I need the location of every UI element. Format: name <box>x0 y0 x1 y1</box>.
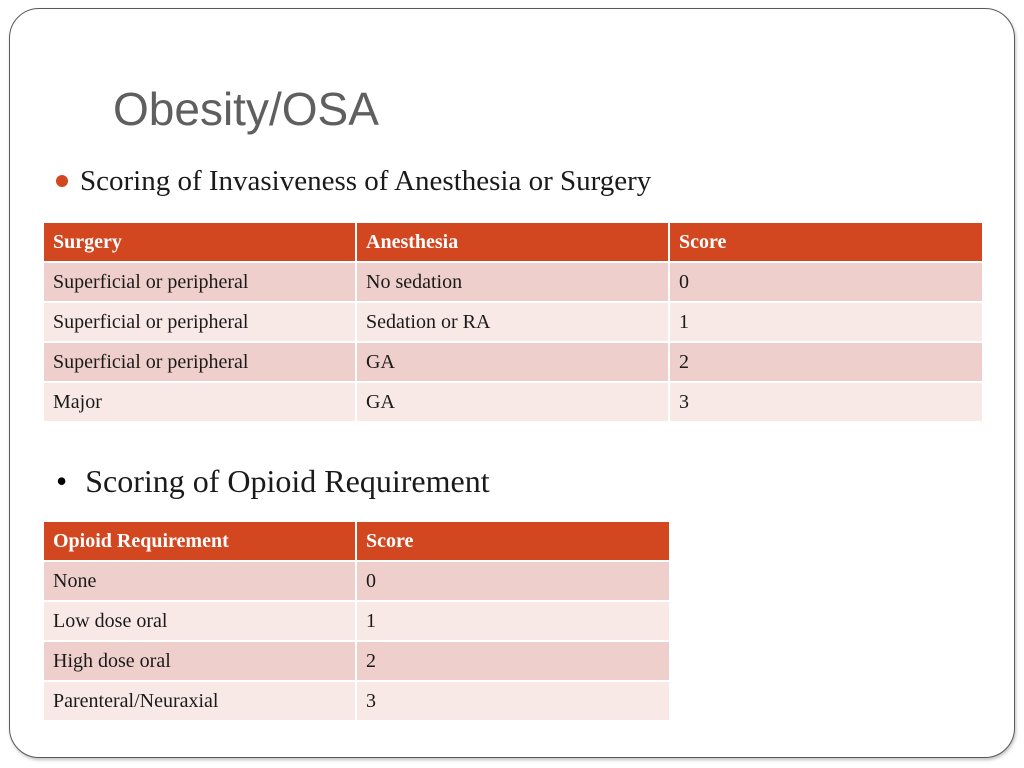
cell-score: 3 <box>356 681 670 721</box>
cell-score: 1 <box>356 601 670 641</box>
cell-score: 3 <box>669 382 983 422</box>
header-score: Score <box>356 521 670 561</box>
slide-title: Obesity/OSA <box>113 83 379 135</box>
cell-anesthesia: GA <box>356 342 669 382</box>
invasiveness-score-table <box>42 221 984 423</box>
header-score: Score <box>669 222 983 262</box>
header-anesthesia: Anesthesia <box>356 222 669 262</box>
table-header-row <box>43 222 983 262</box>
header-opioid-requirement: Opioid Requirement <box>43 521 356 561</box>
cell-score: 1 <box>669 302 983 342</box>
cell-anesthesia: GA <box>356 382 669 422</box>
bullet-opioid <box>56 462 490 500</box>
table-row <box>43 342 983 382</box>
table-row <box>43 382 983 422</box>
opioid-score-table <box>42 520 671 722</box>
cell-score: 2 <box>356 641 670 681</box>
cell-opioid-requirement: High dose oral <box>43 641 356 681</box>
cell-score: 0 <box>356 561 670 601</box>
cell-opioid-requirement: Low dose oral <box>43 601 356 641</box>
table-row <box>43 601 670 641</box>
table-row <box>43 681 670 721</box>
header-surgery: Surgery <box>43 222 356 262</box>
cell-anesthesia: Sedation or RA <box>356 302 669 342</box>
cell-opioid-requirement: Parenteral/Neuraxial <box>43 681 356 721</box>
bullet-opioid-text: Scoring of Opioid Requirement <box>85 463 490 499</box>
cell-score: 0 <box>669 262 983 302</box>
cell-surgery: Superficial or peripheral <box>43 262 356 302</box>
cell-surgery: Major <box>43 382 356 422</box>
table-row <box>43 641 670 681</box>
bullet-invasiveness <box>56 163 651 199</box>
cell-surgery: Superficial or peripheral <box>43 302 356 342</box>
cell-score: 2 <box>669 342 983 382</box>
table-row <box>43 262 983 302</box>
bullet-invasiveness-text: Scoring of Invasiveness of Anesthesia or Surgery <box>80 165 652 197</box>
cell-surgery: Superficial or peripheral <box>43 342 356 382</box>
table-header-row <box>43 521 670 561</box>
cell-anesthesia: No sedation <box>356 262 669 302</box>
table-row <box>43 561 670 601</box>
table-row <box>43 302 983 342</box>
cell-opioid-requirement: None <box>43 561 356 601</box>
bullet-symbol: • <box>56 463 68 499</box>
bullet-dot-icon <box>56 175 68 187</box>
